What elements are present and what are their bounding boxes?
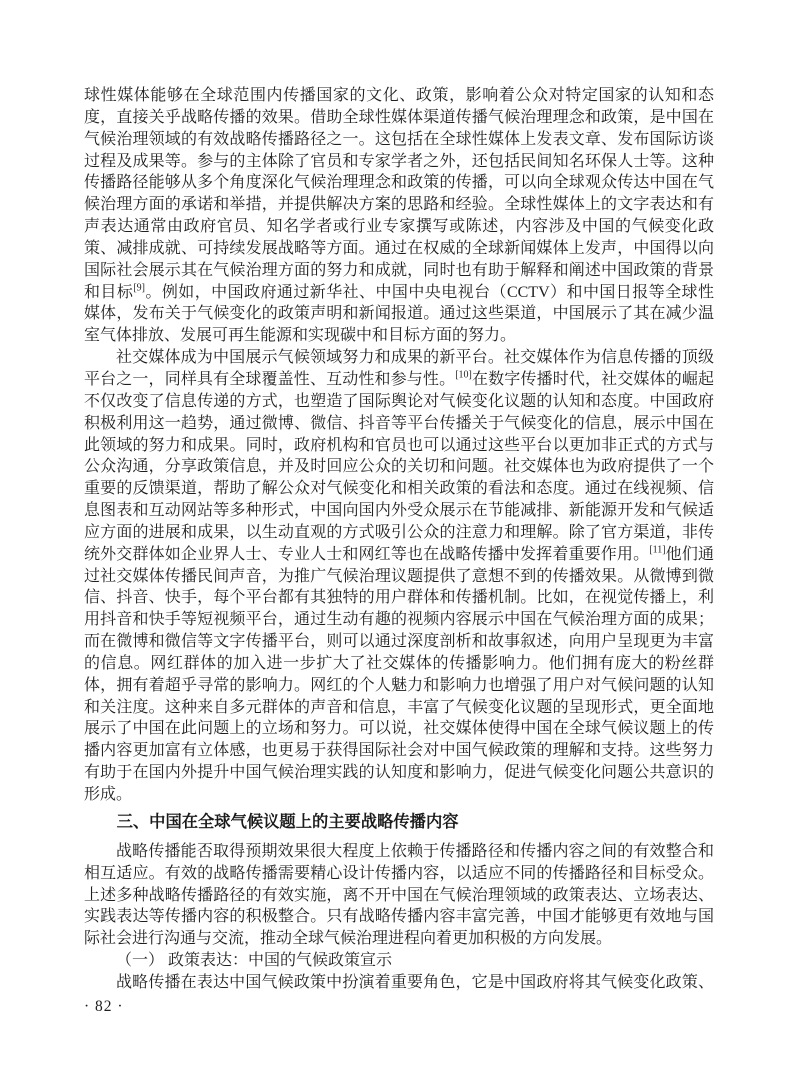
text-line: 信、抖音、快手，每个平台都有其独特的用户群体和传播机制。比如，在视觉传播上，利 <box>84 589 714 607</box>
text-line: 重要的反馈渠道，帮助了解公众对气候变化和相关政策的看法和态度。通过在线视频、信 <box>84 480 714 498</box>
text-line: 积极利用这一趋势，通过微博、微信、抖音等平台传播关于气候变化的信息，展示中国在 <box>84 414 714 432</box>
text-line: 体，拥有着超乎寻常的影响力。网红的个人魅力和影响力也增强了用户对气候问题的认知 <box>84 676 714 694</box>
text-line: 声表达通常由政府官员、知名学者或行业专家撰写或陈述，内容涉及中国的气候变化政 <box>84 218 714 236</box>
text-line: 统外交群体如企业界人士、专业人士和网红等也在战略传播中发挥着重要作用。[11]他们通 <box>84 544 714 563</box>
text-line: 社交媒体成为中国展示气候领域努力和成果的新平台。社交媒体作为信息传播的顶级 <box>116 349 714 367</box>
text-line: 和目标[9]。例如，中国政府通过新华社、中国中央电视台（CCTV）和中国日报等全球性 <box>84 282 714 301</box>
text-line: 不仅改变了信息传递的方式，也塑造了国际舆论对气候变化议题的认知和态度。中国政府 <box>84 392 714 410</box>
text-line: 过程及成果等。参与的主体除了官员和专家学者之外，还包括民间知名环保人士等。这种 <box>84 152 714 170</box>
paragraph-global-media-continued <box>84 85 714 347</box>
text-line: 息图表和互动网站等多种形式，中国向国内外受众展示在节能减排、新能源开发和气候适 <box>84 502 714 520</box>
text-line: 平台之一，同样具有全球覆盖性、互动性和参与性。[10]在数字传播时代，社交媒体的崛起 <box>84 369 714 388</box>
section-heading: 三、中国在全球气候议题上的主要战略传播内容 <box>116 812 459 831</box>
text-line: 形成。 <box>84 786 133 803</box>
text-line: 和关注度。这种来自多元群体的声音和信息，丰富了气候变化议题的呈现形式，更全面地 <box>84 698 714 716</box>
text-line: 实践表达等传播内容的积极整合。只有战略传播内容丰富完善，中国才能够更有效地与国 <box>84 908 714 926</box>
text-line: 应方面的进展和成果，以生动直观的方式吸引公众的注意力和理解。除了官方渠道，非传 <box>84 523 714 541</box>
text-line: 媒体，发布关于气候变化的政策声明和新闻报道。通过这些渠道，中国展示了其在减少温 <box>84 305 714 323</box>
text-line: 候治理方面的承诺和举措，并提供解决方案的思路和经验。全球性媒体上的文字表达和有 <box>84 196 714 214</box>
text-line: 此领域的努力和成果。同时，政府机构和官员也可以通过这些平台以更加非正式的方式与 <box>84 436 714 454</box>
text-line: 室气体排放、发展可再生能源和实现碳中和目标方面的努力。 <box>84 327 517 345</box>
text-line: 而在微博和微信等文字传播平台，则可以通过深度剖析和故事叙述，向用户呈现更为丰富 <box>84 633 714 651</box>
text-column <box>84 85 714 1018</box>
text-line: 相互适应。有效的战略传播需要精心设计传播内容，以适应不同的传播路径和目标受众。 <box>84 864 714 882</box>
paragraph-social-media <box>84 347 714 806</box>
text-line: 国际社会展示其在气候治理方面的努力和成就，同时也有助于解释和阐述中国政策的背景 <box>84 261 714 279</box>
paragraph-strategic-content-intro <box>84 841 714 950</box>
text-line: 度，直接关乎战略传播的效果。借助全球性媒体渠道传播气候治理理念和政策，是中国在 <box>84 108 714 126</box>
footnote-ref: [10] <box>455 369 472 381</box>
text-line: 过社交媒体传播民间声音，为推广气候治理议题提供了意想不到的传播效果。从微博到微 <box>84 567 714 585</box>
text-line: 传播路径能够从多个角度深化气候治理理念和政策的传播，可以向全球观众传达中国在气 <box>84 174 714 192</box>
text-line: 有助于在国内外提升中国气候治理实践的认知度和影响力，促进气候变化问题公共意识的 <box>84 764 714 782</box>
text-line: 用抖音和快手等短视频平台，通过生动有趣的视频内容展示中国在气候治理方面的成果； <box>84 611 714 629</box>
text-line: 战略传播在表达中国气候政策中扮演着重要角色，它是中国政府将其气候变化政策、 <box>116 973 714 991</box>
text-line: 球性媒体能够在全球范围内传播国家的文化、政策，影响着公众对特定国家的认知和态 <box>84 87 714 104</box>
text-line: 公众沟通，分享政策信息，并及时回应公众的关切和问题。社交媒体也为政府提供了一个 <box>84 458 714 476</box>
text-line: 气候治理领域的有效战略传播路径之一。这包括在全球性媒体上发表文章、发布国际访谈 <box>84 130 714 148</box>
page-number: · 82 · <box>84 997 124 1015</box>
text-line: 策、减排成就、可持续发展战略等方面。通过在权威的全球新闻媒体上发声，中国得以向 <box>84 239 714 257</box>
paragraph-policy-expression <box>84 972 714 994</box>
text-line: 战略传播能否取得预期效果很大程度上依赖于传播路径和传播内容之间的有效整合和 <box>116 842 714 860</box>
text-line: 的信息。网红群体的加入进一步扩大了社交媒体的传播影响力。他们拥有庞大的粉丝群 <box>84 654 714 672</box>
subsection-heading: （一） 政策表达：中国的气候政策宣示 <box>116 952 393 970</box>
footnote-ref: [9] <box>133 282 145 294</box>
text-line: 上述多种战略传播路径的有效实施，离不开中国在气候治理领域的政策表达、立场表达、 <box>84 886 714 904</box>
text-line: 播内容更加富有立体感，也更易于获得国际社会对中国气候政策的理解和支持。这些努力 <box>84 742 714 760</box>
footnote-ref: [11] <box>649 544 666 556</box>
text-line: 际社会进行沟通与交流，推动全球气候治理进程向着更加积极的方向发展。 <box>84 930 613 948</box>
text-line: 展示了中国在此问题上的立场和努力。可以说，社交媒体使得中国在全球气候议题上的传 <box>84 720 714 738</box>
